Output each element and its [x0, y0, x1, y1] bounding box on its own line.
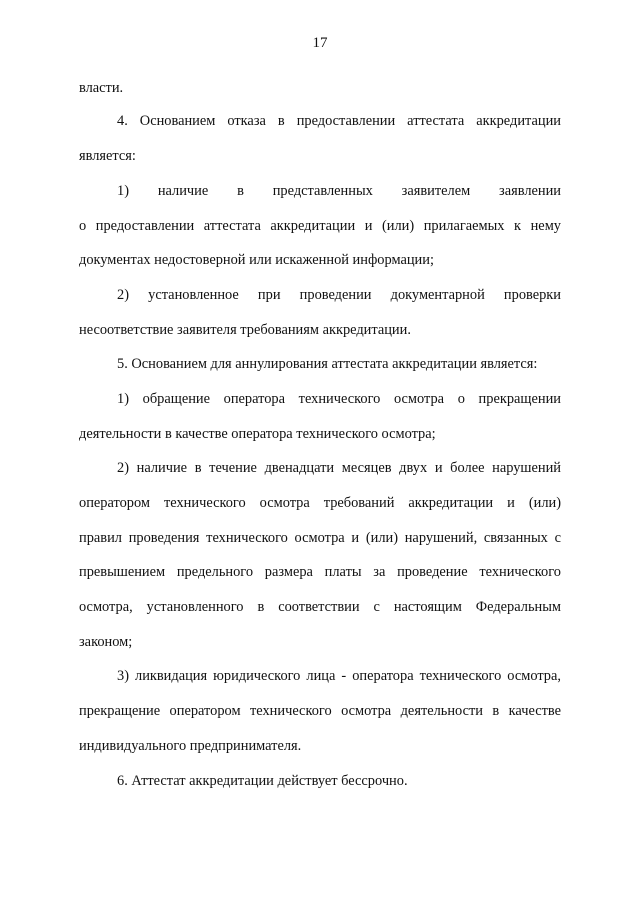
text-line: несоответствие заявителя требованиям аккредитации.: [79, 322, 411, 338]
text-line: прекращение оператором технического осмотра деятельности в качестве: [79, 703, 561, 719]
page-number: 17: [312, 35, 328, 51]
text-line: 3) ликвидация юридического лица - оператора технического осмотра,: [117, 668, 561, 684]
text-line: власти.: [79, 80, 124, 96]
text-line: законом;: [79, 634, 133, 650]
text-line: 2) наличие в течение двенадцати месяцев двух и более нарушений: [117, 460, 561, 476]
text-line: 2) установленное при проведении документарной проверки: [117, 287, 561, 303]
text-line: деятельности в качестве оператора технического осмотра;: [79, 426, 436, 442]
text-line: 1) наличие в представленных заявителем заявлении: [117, 183, 561, 199]
text-line: осмотра, установленного в соответствии с настоящим Федеральным: [79, 599, 561, 615]
text-line: 5. Основанием для аннулирования аттестата аккредитации является:: [117, 356, 538, 372]
text-line: 4. Основанием отказа в предоставлении аттестата аккредитации: [117, 113, 561, 129]
text-line: 6. Аттестат аккредитации действует бессрочно.: [117, 773, 408, 789]
text-line: оператором технического осмотра требований аккредитации и (или): [79, 495, 561, 511]
text-line: правил проведения технического осмотра и (или) нарушений, связанных с: [79, 530, 561, 546]
text-line: о предоставлении аттестата аккредитации и (или) прилагаемых к нему: [79, 218, 561, 234]
text-line: превышением предельного размера платы за проведение технического: [79, 564, 561, 580]
text-line: является:: [79, 148, 136, 164]
text-line: документах недостоверной или искаженной информации;: [79, 252, 434, 268]
text-line: индивидуального предпринимателя.: [79, 738, 302, 754]
text-line: 1) обращение оператора технического осмотра о прекращении: [117, 391, 561, 407]
